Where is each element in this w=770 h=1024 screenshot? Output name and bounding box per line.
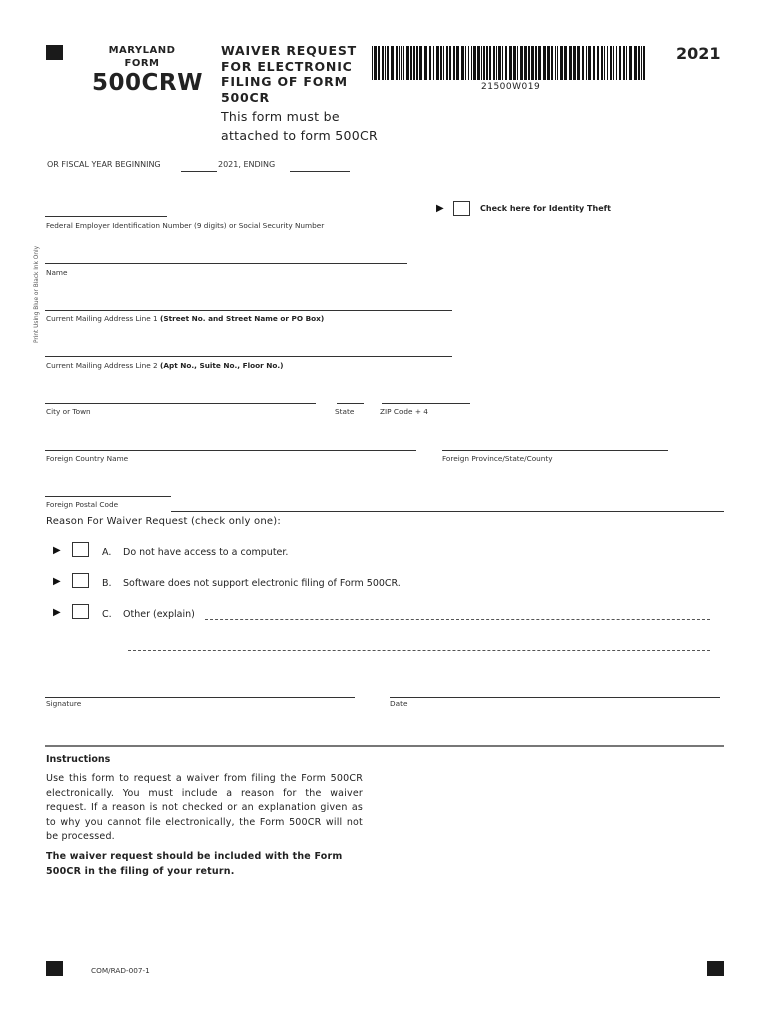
- fiscal-year-end-field[interactable]: [290, 171, 350, 172]
- foreign-province-field[interactable]: [442, 450, 668, 451]
- foreign-country-label: Foreign Country Name: [46, 454, 129, 463]
- instructions-bold-note: The waiver request should be included with the Form 500CR in the filing of your return.: [46, 851, 343, 877]
- address-line-2-label: [46, 361, 283, 370]
- date-label: Date: [390, 699, 408, 708]
- form-title-line: FOR ELECTRONIC: [221, 58, 353, 74]
- state-label: State: [335, 407, 355, 416]
- foreign-province-label: Foreign Province/State/County: [442, 454, 553, 463]
- subtitle-line: attached to form 500CR: [221, 128, 379, 143]
- reason-c-checkbox[interactable]: [72, 604, 89, 619]
- address-line-2-label-bold: (Apt No., Suite No., Floor No.): [160, 361, 284, 370]
- reason-a-text: Do not have access to a computer.: [123, 547, 289, 558]
- instructions-body: Use this form to request a waiver from filing the Form 500CR electronically. You must include a reason for the waiver request. If a reason is not checked or an explanation given as to why you cannot file electronically, the Form 500CR will not be processed.: [46, 773, 363, 842]
- section-divider: [171, 511, 724, 512]
- city-field[interactable]: [45, 403, 316, 404]
- ink-side-note: Print Using Blue or Black Ink Only: [34, 245, 40, 343]
- reason-c-text: Other (explain): [123, 609, 195, 620]
- zip-label: ZIP Code + 4: [380, 407, 428, 416]
- state-label: MARYLAND: [108, 45, 176, 56]
- arrow-icon: ▶: [53, 607, 61, 618]
- form-title-line: FILING OF FORM: [221, 74, 348, 89]
- fiscal-year-begin-field[interactable]: [181, 171, 217, 172]
- fiscal-year-prefix: OR FISCAL YEAR BEGINNING: [47, 160, 161, 169]
- form-title: [221, 43, 357, 105]
- foreign-postal-label: Foreign Postal Code: [46, 500, 119, 509]
- reason-b-text: Software does not support electronic filing of Form 500CR.: [123, 578, 401, 589]
- reason-a-letter: A.: [102, 547, 112, 558]
- foreign-postal-field[interactable]: [45, 496, 171, 497]
- barcode: [372, 46, 646, 80]
- signature-field[interactable]: [45, 697, 355, 698]
- form-subtitle: [221, 107, 378, 145]
- instructions-divider: [45, 745, 724, 747]
- signature-label: Signature: [46, 699, 82, 708]
- fein-field[interactable]: [45, 216, 167, 217]
- date-field[interactable]: [390, 697, 720, 698]
- reason-b-letter: B.: [102, 578, 112, 589]
- reason-heading: Reason For Waiver Request (check only one):: [46, 516, 281, 527]
- fein-label: Federal Employer Identification Number (9 digits) or Social Security Number: [46, 221, 325, 230]
- address-line-2-label-text: Current Mailing Address Line 2: [46, 361, 158, 370]
- address-line-2-field[interactable]: [45, 356, 452, 357]
- city-label: City or Town: [46, 407, 91, 416]
- foreign-country-field[interactable]: [45, 450, 416, 451]
- reason-a-checkbox[interactable]: [72, 542, 89, 557]
- identity-theft-label: Check here for Identity Theft: [480, 204, 611, 213]
- state-field[interactable]: [337, 403, 364, 404]
- identity-theft-checkbox[interactable]: [453, 201, 470, 216]
- reason-b-checkbox[interactable]: [72, 573, 89, 588]
- registration-mark-bottom-left: [46, 961, 63, 976]
- address-line-1-label-text: Current Mailing Address Line 1: [46, 314, 158, 323]
- subtitle-line: This form must be: [221, 109, 340, 124]
- arrow-icon: ▶: [53, 545, 61, 556]
- registration-mark-bottom-right: [707, 961, 724, 976]
- explain-field-2[interactable]: [128, 650, 710, 651]
- arrow-icon: ▶: [436, 203, 444, 214]
- barcode-number: 21500W019: [481, 82, 541, 92]
- reason-c-letter: C.: [102, 609, 112, 620]
- form-title-line: WAIVER REQUEST: [221, 43, 357, 58]
- registration-mark-top-left: [46, 45, 63, 60]
- name-label: Name: [46, 268, 68, 277]
- name-field[interactable]: [45, 263, 407, 264]
- form-code: COM/RAD-007-1: [91, 966, 150, 975]
- address-line-1-field[interactable]: [45, 310, 452, 311]
- tax-year: 2021: [676, 44, 721, 63]
- form-label: FORM: [124, 58, 160, 69]
- instructions-heading: Instructions: [46, 754, 111, 765]
- form-title-line: 500CR: [221, 89, 270, 105]
- arrow-icon: ▶: [53, 576, 61, 587]
- address-line-1-label-bold: (Street No. and Street Name or PO Box): [160, 314, 325, 323]
- form-number: 500CRW: [92, 70, 203, 96]
- explain-field-1[interactable]: [205, 619, 710, 620]
- zip-field[interactable]: [382, 403, 470, 404]
- address-line-1-label: [46, 314, 324, 323]
- fiscal-year-middle: 2021, ENDING: [218, 160, 276, 169]
